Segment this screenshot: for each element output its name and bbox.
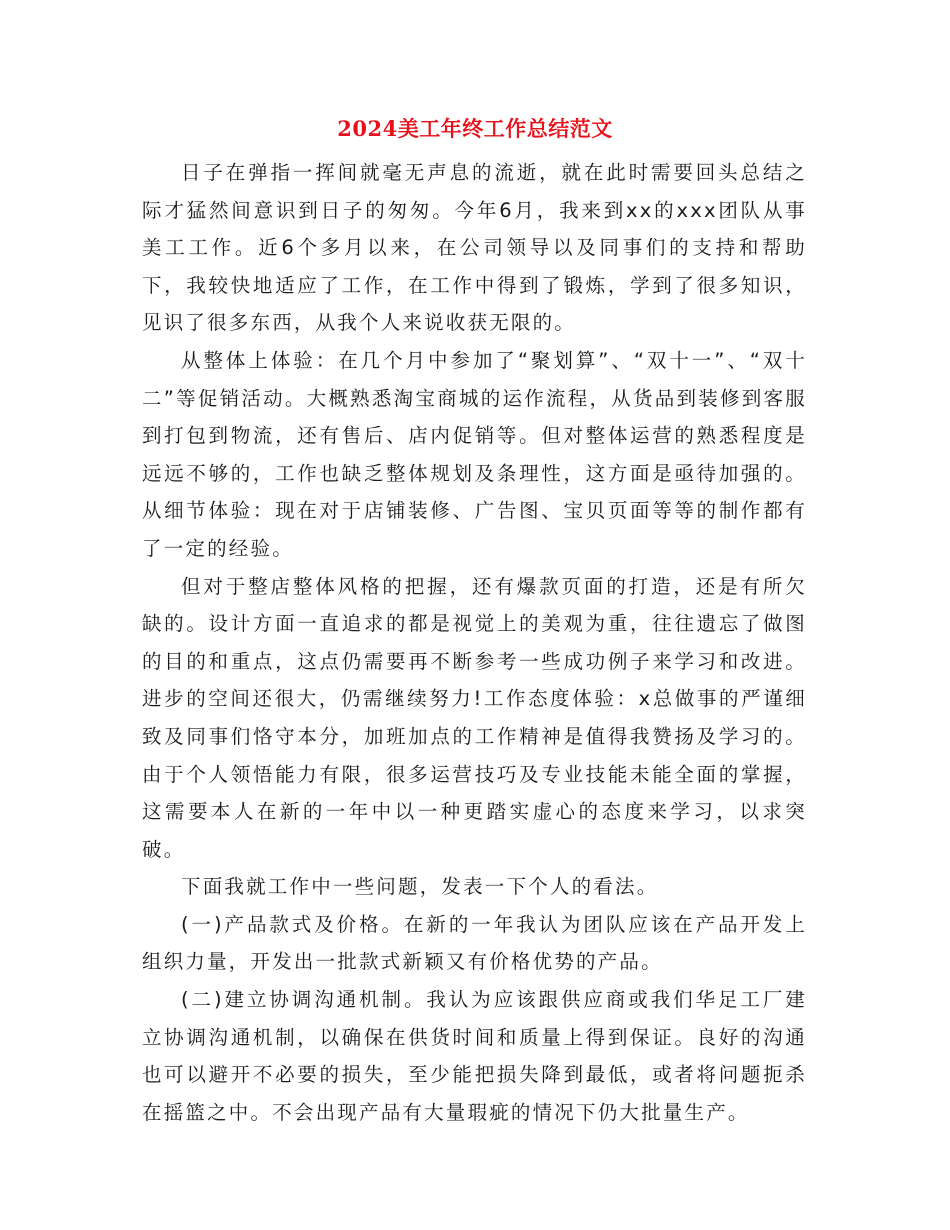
paragraph-overall-experience: 从整体上体验：在几个月中参加了“聚划算”、“双十一”、“双十二”等促销活动。大概熟悉淘宝商城的运作流程，从货品到装修到客服到打包到物流，还有售后、店内促销等。但对整体运营的熟悉程度是远远不够的，工作也缺乏整体规划及条理性，这方面是亟待加强的。从细节体验：现在对于店铺装修、广告图、宝贝页面等等的制作都有了一定的经验。 (142, 348, 807, 560)
paragraph-intro: 日子在弹指一挥间就毫无声息的流逝，就在此时需要回头总结之际才猛然间意识到日子的匆匆。今年6月，我来到xx的xxx团队从事美工工作。近6个多月以来，在公司领导以及同事们的支持和帮助下，我较快地适应了工作，在工作中得到了锻炼，学到了很多知识，见识了很多东西，从我个人来说收获无限的。 (142, 161, 807, 335)
paragraph-product-style-price: (一)产品款式及价格。在新的一年我认为团队应该在产品开发上组织力量，开发出一批款式新颖又有价格优势的产品。 (142, 912, 808, 974)
paragraph-issues-intro: 下面我就工作中一些问题，发表一下个人的看法。 (181, 875, 659, 899)
paragraph-style-and-attitude: 但对于整店整体风格的把握，还有爆款页面的打造，还是有所欠缺的。设计方面一直追求的都是视觉上的美观为重，往往遗忘了做图的目的和重点，这点仍需要再不断参考一些成功例子来学习和改进。进步的空间还很大，仍需继续努力!工作态度体验：x总做事的严谨细致及同事们恪守本分，加班加点的工作精神是值得我赞扬及学习的。由于个人领悟能力有限，很多运营技巧及专业技能未能全面的掌握，这需要本人在新的一年中以一种更踏实虚心的态度来学习，以求突破。 (142, 574, 807, 861)
paragraph-communication-mechanism: (二)建立协调沟通机制。我认为应该跟供应商或我们华足工厂建立协调沟通机制，以确保在供货时间和质量上得到保证。良好的沟通也可以避开不必要的损失，至少能把损失降到最低，或者将问题扼杀在摇篮之中。不会出现产品有大量瑕疵的情况下仍大批量生产。 (142, 988, 808, 1124)
document-body (142, 154, 807, 1131)
document-title: 2024美工年终工作总结范文 (337, 116, 613, 141)
